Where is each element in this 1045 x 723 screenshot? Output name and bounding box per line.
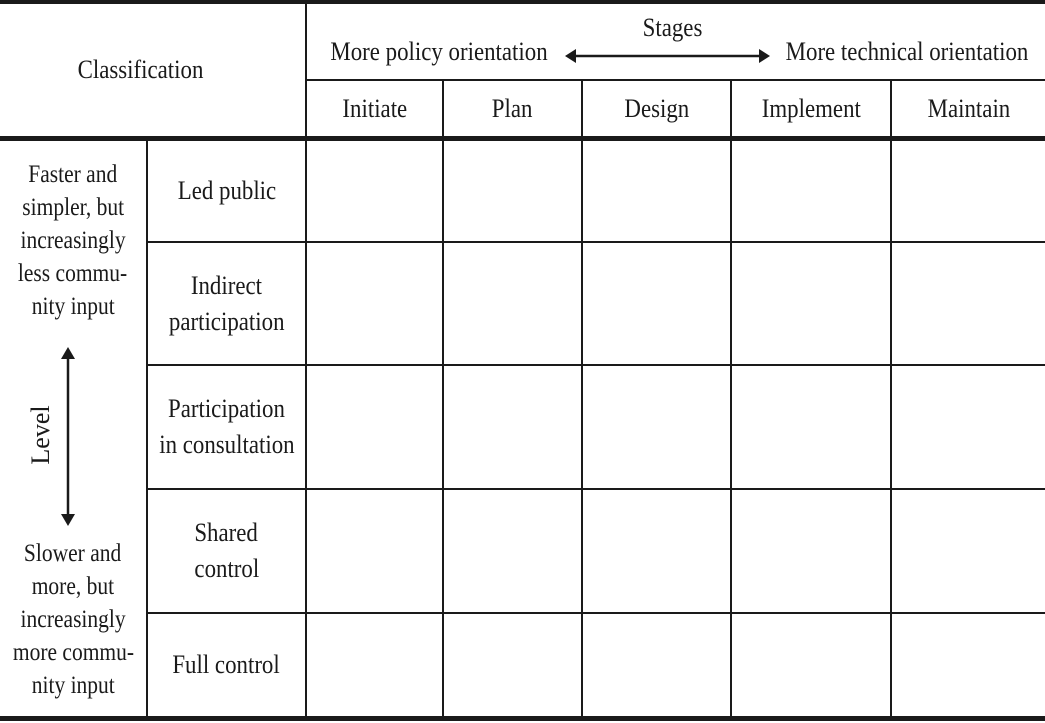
stage-header-maintain: Maintain — [927, 93, 1010, 123]
stage-header-design: Design — [624, 93, 689, 123]
top-level-note: Faster and simpler, but increasingly less commu- nity input — [18, 161, 128, 320]
classification-header — [0, 4, 280, 136]
level-participation-in-consultation: Participation in consultation — [158, 394, 295, 459]
stage-header-initiate: Initiate — [342, 93, 407, 123]
stage-header-plan: Plan — [492, 93, 533, 123]
level-shared-control: Shared control — [194, 518, 259, 583]
bottom-level-note: Slower and more, but increasingly more commu- nity input — [12, 540, 134, 699]
orientation-double-arrow — [560, 44, 775, 68]
level-indirect-participation: Indirect participation — [168, 270, 285, 336]
level-full-control: Full control — [172, 650, 281, 679]
empty-cell-grid — [307, 141, 1045, 716]
level-led-public: Led public — [177, 176, 276, 205]
technical-orientation-label: More technical orientation — [785, 37, 1029, 66]
classification-label: Classification — [77, 55, 203, 84]
policy-orientation-label: More policy orientation — [330, 37, 548, 66]
bottom-border — [0, 716, 1045, 721]
stages-label: Stages — [642, 13, 703, 42]
stage-header-implement: Implement — [761, 93, 861, 123]
level-vertical-arrow — [56, 344, 80, 529]
level-label: Level — [26, 400, 56, 470]
